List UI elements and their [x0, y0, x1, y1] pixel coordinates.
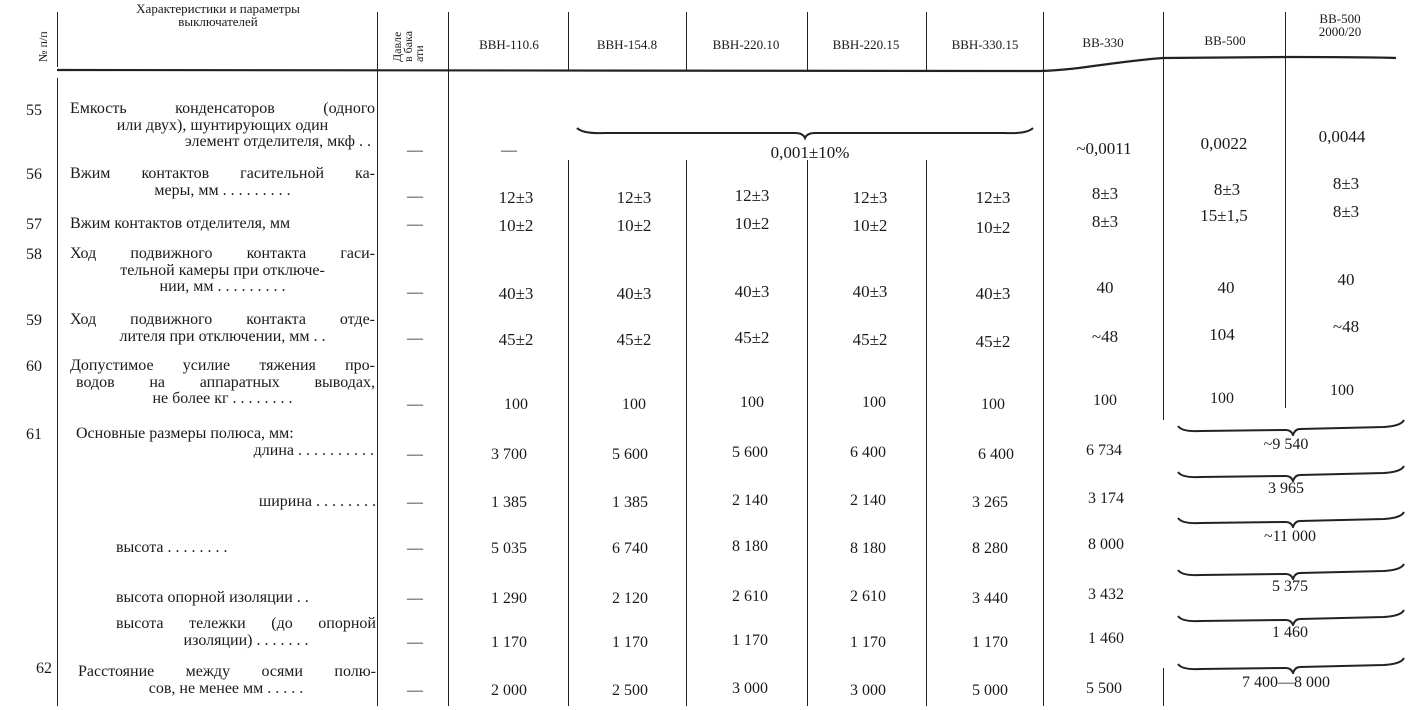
table-cell: 1 290 — [491, 590, 527, 607]
table-cell: 10±2 — [616, 216, 652, 235]
table-cell: 0,0022 — [1200, 134, 1248, 153]
table-cell: 12±3 — [975, 188, 1011, 207]
table-cell: 8 180 — [732, 538, 768, 555]
merged-cell: 0,001±10% — [770, 143, 850, 162]
row-description — [76, 664, 376, 697]
table-cell: 100 — [740, 394, 764, 411]
table-cell: 5 500 — [1086, 680, 1122, 697]
desc-line: Вжим контактов отделителя, мм — [70, 215, 291, 232]
row-description — [76, 540, 376, 557]
char-col-header — [136, 1, 300, 29]
desc-line: Емкость конденсаторов (одного — [70, 100, 375, 117]
desc-line: Допустимое усилие тяжения про- — [70, 357, 375, 374]
table-cell: 40 — [1337, 270, 1355, 289]
desc-line: Ход подвижного контакта гаси- — [70, 245, 375, 262]
desc-line: нии, мм . . . . . . . . . — [159, 278, 286, 295]
table-cell: 100 — [1093, 392, 1117, 409]
table-cell: 2 610 — [850, 588, 886, 605]
merge-brace — [1176, 418, 1406, 436]
table-cell: 100 — [981, 396, 1005, 413]
table-cell: 45±2 — [852, 330, 888, 349]
row-description — [70, 246, 375, 296]
pressure-cell: — — [407, 634, 423, 651]
desc-line: изоляции) . . . . . . . — [183, 631, 309, 649]
table-cell: 1 170 — [612, 634, 648, 651]
table-cell: 40±3 — [852, 282, 888, 301]
pressure-cell: — — [407, 540, 423, 557]
desc-line: высота тележки (до опорной — [116, 615, 376, 632]
desc-line: не более кг . . . . . . . . — [152, 390, 293, 407]
desc-line: тельной камеры при отключе- — [120, 261, 325, 279]
table-cell: 1 170 — [491, 634, 527, 651]
col-rule — [1163, 668, 1164, 706]
table-cell: 8±3 — [1332, 174, 1360, 193]
pressure-cell: — — [407, 216, 423, 233]
table-cell: 15±1,5 — [1200, 206, 1248, 225]
pressure-cell: — — [407, 284, 423, 301]
table-cell: 45±2 — [975, 332, 1011, 351]
table-cell: 100 — [1210, 390, 1234, 407]
char-col-header-line2: выключателей — [178, 14, 258, 29]
table-cell: 8±3 — [1332, 202, 1360, 221]
model-header-vvn-154-8: ВВН-154.8 — [596, 37, 658, 52]
pressure-cell: — — [407, 396, 423, 413]
table-cell: 2 140 — [850, 492, 886, 509]
col-rule — [377, 12, 378, 706]
table-cell: 8 280 — [972, 540, 1008, 557]
table-cell: 3 265 — [972, 494, 1008, 511]
model-header-vvn-220-10: ВВН-220.10 — [712, 37, 780, 52]
desc-line: Расстояние между осями полю- — [78, 663, 376, 680]
pressure-cell: — — [407, 330, 423, 347]
desc-line: Основные размеры полюса, мм: — [76, 425, 294, 442]
row-number: 56 — [26, 166, 42, 183]
table-cell: 45±2 — [616, 330, 652, 349]
row-description — [76, 590, 376, 607]
desc-line: длина . . . . . . . . . . — [253, 441, 374, 459]
table-cell: 3 432 — [1088, 586, 1124, 603]
table-cell: 2 500 — [612, 682, 648, 699]
table-cell: 10±2 — [498, 216, 534, 235]
table-cell: 6 400 — [850, 444, 886, 461]
table-cell: 100 — [622, 396, 646, 413]
table-cell: 2 140 — [732, 492, 768, 509]
row-description — [70, 312, 375, 345]
col-rule — [57, 78, 58, 706]
col-rule — [448, 12, 449, 706]
table-cell: 10±2 — [975, 218, 1011, 237]
desc-line: меры, мм . . . . . . . . . — [154, 181, 291, 199]
model-header-vvn-220-15: ВВН-220.15 — [832, 37, 900, 52]
model-header-vvn-330-15: ВВН-330.15 — [951, 37, 1019, 52]
table-cell: 12±3 — [852, 188, 888, 207]
row-description — [76, 426, 376, 459]
desc-line: Ход подвижного контакта отде- — [70, 311, 375, 328]
table-cell: 8 000 — [1088, 536, 1124, 553]
row-description — [70, 101, 375, 151]
col-rule — [686, 160, 687, 706]
pressure-cell: — — [407, 682, 423, 699]
table-cell: ~48 — [1332, 317, 1360, 336]
table-cell: 3 440 — [972, 590, 1008, 607]
model-header-vv-500: ВВ-500 — [1204, 33, 1246, 48]
pressure-cell: — — [407, 494, 423, 511]
desc-line: высота . . . . . . . . — [116, 539, 228, 556]
table-cell: 100 — [862, 394, 886, 411]
table-cell: 1 170 — [732, 632, 768, 649]
desc-line: сов, не менее мм . . . . . — [148, 679, 304, 697]
table-cell: 0,0044 — [1318, 127, 1366, 146]
table-cell: 100 — [504, 396, 528, 413]
col-rule — [926, 160, 927, 706]
table-cell: 40±3 — [734, 282, 770, 301]
table-cell: 10±2 — [734, 214, 770, 233]
row-description — [76, 616, 376, 649]
col-rule — [807, 160, 808, 706]
table-cell: 6 734 — [1086, 442, 1122, 459]
table-cell: 2 000 — [491, 682, 527, 699]
table-cell: ~48 — [1091, 327, 1119, 346]
row-number: 57 — [26, 216, 42, 233]
table-cell: 45±2 — [498, 330, 534, 349]
pressure-col-header: Давле в бака ати — [390, 30, 426, 62]
model-header-vvn-110-6: ВВН-110.6 — [479, 37, 539, 52]
row-description — [70, 216, 375, 233]
table-cell: 6 400 — [978, 446, 1014, 463]
row-number: 62 — [36, 660, 52, 677]
table-cell: 8±3 — [1091, 184, 1119, 203]
table-cell: ~0,0011 — [1076, 139, 1132, 158]
pressure-cell: — — [407, 590, 423, 607]
merged-cell: 7 400—8 000 — [1242, 674, 1330, 691]
desc-line: водов на аппаратных выводах, — [76, 373, 375, 391]
desc-line: элемент отделителя, мкф . . — [184, 133, 371, 150]
pressure-cell: — — [407, 142, 423, 159]
desc-line: лителя при отключении, мм . . — [119, 327, 326, 345]
table-cell: 5 035 — [491, 540, 527, 557]
desc-line: высота опорной изоляции . . — [116, 589, 309, 606]
row-description — [70, 358, 375, 408]
table-cell: 3 000 — [850, 682, 886, 699]
table-cell: 1 170 — [972, 634, 1008, 651]
table-cell: 1 460 — [1088, 630, 1124, 647]
table-cell: 40±3 — [616, 284, 652, 303]
table-cell: 6 740 — [612, 540, 648, 557]
merged-cell: ~9 540 — [1263, 436, 1309, 453]
table-cell: 1 170 — [850, 634, 886, 651]
table-cell: 100 — [1330, 382, 1354, 399]
table-cell: 104 — [1209, 325, 1235, 344]
num-col-header: № п/п — [36, 31, 50, 62]
table-cell: 8 180 — [850, 540, 886, 557]
row-description — [76, 494, 376, 511]
col-rule — [1043, 12, 1044, 706]
row-number: 55 — [26, 102, 42, 119]
desc-line: ширина . . . . . . . . — [258, 493, 376, 510]
table-cell: 3 000 — [732, 680, 768, 697]
table-cell: 5 600 — [612, 446, 648, 463]
row-number: 60 — [26, 358, 42, 375]
row-number: 59 — [26, 312, 42, 329]
table-cell: 3 700 — [491, 446, 527, 463]
table-cell: 2 610 — [732, 588, 768, 605]
table-cell: 8±3 — [1091, 212, 1119, 231]
table-cell: — — [501, 142, 517, 159]
merged-cell: 1 460 — [1272, 624, 1308, 641]
table-cell: 3 174 — [1088, 490, 1124, 507]
row-description — [70, 166, 375, 199]
merge-brace — [1176, 510, 1406, 528]
row-number: 61 — [26, 426, 42, 443]
pressure-cell: — — [407, 188, 423, 205]
pressure-cell: — — [407, 446, 423, 463]
table-cell: 1 385 — [612, 494, 648, 511]
table-cell: 10±2 — [852, 216, 888, 235]
table-cell: 45±2 — [734, 328, 770, 347]
char-col-header-line1: Характеристики и параметры — [136, 1, 300, 16]
table-cell: 12±3 — [498, 188, 534, 207]
model-header-vv-500-2000-20: ВВ-500 2000/20 — [1318, 11, 1362, 39]
merge-brace — [1176, 656, 1406, 674]
merged-cell: 3 965 — [1268, 480, 1304, 497]
desc-line: Вжим контактов гасительной ка- — [70, 165, 375, 182]
table-cell: 5 000 — [972, 682, 1008, 699]
row-number: 58 — [26, 246, 42, 263]
table-cell: 5 600 — [732, 444, 768, 461]
table-cell: 1 385 — [491, 494, 527, 511]
table-cell: 40±3 — [498, 284, 534, 303]
table-cell: 8±3 — [1213, 180, 1241, 199]
model-header-vv-330: ВВ-330 — [1082, 35, 1124, 50]
table-cell: 40 — [1217, 278, 1235, 297]
col-rule — [568, 160, 569, 706]
table-cell: 40±3 — [975, 284, 1011, 303]
table-cell: 40 — [1096, 278, 1114, 297]
merged-cell: 5 375 — [1272, 578, 1308, 595]
desc-line: или двух), шунтирующих один — [116, 116, 329, 134]
table-cell: 12±3 — [734, 186, 770, 205]
table-cell: 2 120 — [612, 590, 648, 607]
merge-brace — [575, 124, 1035, 142]
table-cell: 12±3 — [616, 188, 652, 207]
merged-cell: ~11 000 — [1263, 528, 1317, 545]
